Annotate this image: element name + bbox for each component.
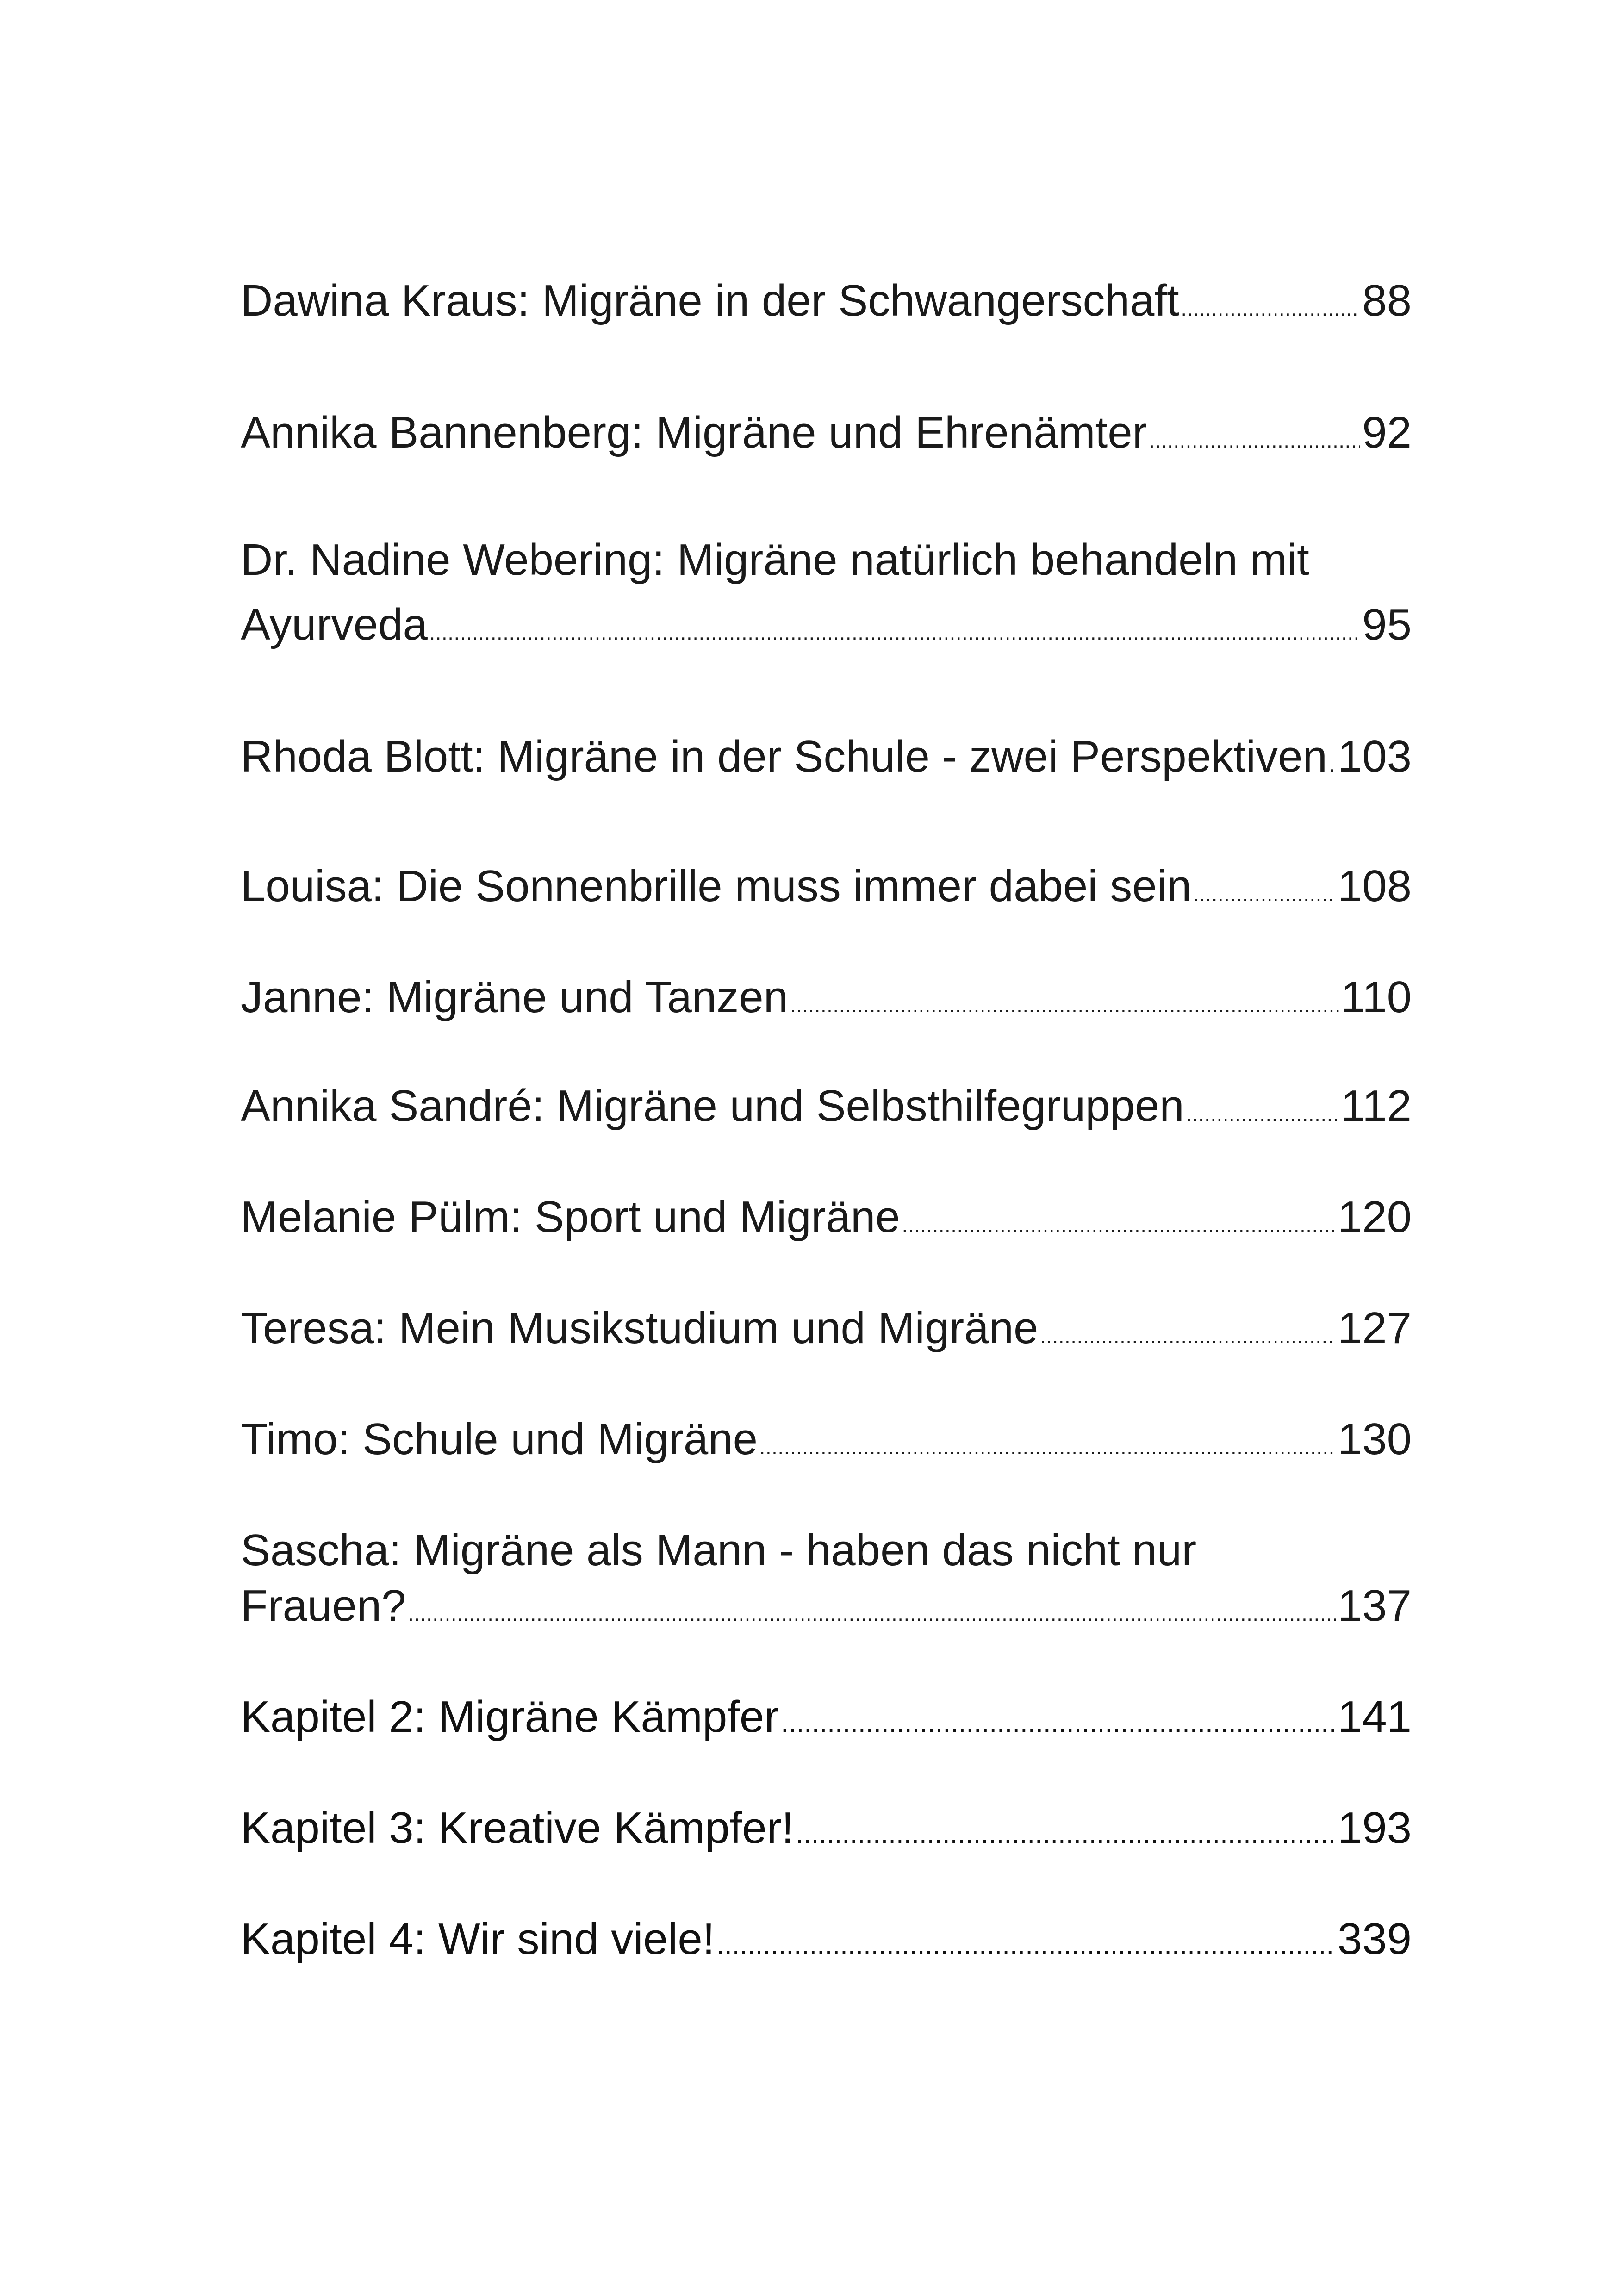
toc-entry-page: 110 [1340, 972, 1412, 1022]
toc-entry-title: Dawina Kraus: Migräne in der Schwangerschaft [241, 276, 1179, 325]
toc-entry-title: Janne: Migräne und Tanzen [241, 972, 789, 1022]
toc-chapter-page: 141 [1337, 1692, 1412, 1742]
dot-leader [1181, 277, 1361, 342]
toc-chapter-page: 339 [1337, 1914, 1412, 1964]
toc-chapter-title: Kapitel 4: Wir sind viele! [241, 1914, 715, 1964]
dot-leader [429, 601, 1360, 666]
dot-leader [759, 1415, 1336, 1480]
dot-leader [781, 1690, 1336, 1755]
toc-entry-title: Teresa: Mein Musikstudium und Migräne [241, 1303, 1039, 1353]
toc-entry-title: Annika Sandré: Migräne und Selbsthilfegruppen [241, 1081, 1184, 1131]
toc-entry-page: 88 [1362, 276, 1412, 325]
dot-leader [902, 1193, 1336, 1258]
toc-entry-page: 137 [1337, 1581, 1412, 1630]
toc-entry-title-line1: Sascha: Migräne als Mann - haben das nicht nur [241, 1525, 1197, 1575]
toc-entry-title: Melanie Pülm: Sport und Migräne [241, 1192, 900, 1242]
dot-leader [790, 973, 1339, 1038]
dot-leader [408, 1582, 1336, 1647]
toc-entry [241, 1074, 1412, 1147]
toc-entry-title: Rhoda Blott: Migräne in der Schule - zwei Perspektiven [241, 732, 1327, 781]
toc-entry-title: Annika Bannenberg: Migräne und Ehrenämter [241, 408, 1147, 457]
dot-leader [1186, 1082, 1339, 1147]
toc-entry [241, 1407, 1412, 1480]
dot-leader [1149, 409, 1361, 473]
toc-chapter-entry [241, 1685, 1412, 1755]
dot-leader [1193, 862, 1335, 927]
toc-entry-title: Timo: Schule und Migräne [241, 1414, 758, 1464]
toc-chapter-entry [241, 1796, 1412, 1866]
toc-entry [241, 400, 1412, 473]
toc-entry-page: 112 [1340, 1081, 1412, 1131]
toc-entry [241, 854, 1412, 927]
toc-entry-page: 130 [1337, 1414, 1412, 1464]
toc-entry [241, 1518, 1412, 1647]
toc-entry-page: 127 [1337, 1303, 1412, 1353]
toc-chapter-entry [241, 1907, 1412, 1977]
toc-chapter-page: 193 [1337, 1803, 1412, 1853]
toc-entry-page: 103 [1337, 732, 1412, 781]
toc-entry [241, 724, 1412, 797]
toc-entry-title: Louisa: Die Sonnenbrille muss immer dabei sein [241, 861, 1192, 911]
toc-entry [241, 1296, 1412, 1369]
toc-entry-title-line2: Frauen? [241, 1581, 406, 1630]
table-of-contents [241, 0, 1412, 2296]
toc-entry [241, 528, 1412, 666]
toc-chapter-title: Kapitel 2: Migräne Kämpfer [241, 1692, 779, 1742]
toc-chapter-title: Kapitel 3: Kreative Kämpfer! [241, 1803, 794, 1853]
toc-entry-page: 95 [1362, 600, 1412, 649]
dot-leader [1040, 1304, 1335, 1369]
toc-entry [241, 1185, 1412, 1258]
dot-leader [796, 1801, 1336, 1866]
toc-entry [241, 965, 1412, 1038]
toc-entry-page: 92 [1362, 408, 1412, 457]
toc-entry-page: 120 [1337, 1192, 1412, 1242]
toc-entry-page: 108 [1337, 861, 1412, 911]
toc-entry-title-line2: Ayurveda [241, 600, 428, 649]
toc-entry-title-line1: Dr. Nadine Webering: Migräne natürlich behandeln mit [241, 535, 1309, 585]
dot-leader [1329, 733, 1336, 797]
dot-leader [716, 1912, 1335, 1977]
toc-entry [241, 268, 1412, 342]
